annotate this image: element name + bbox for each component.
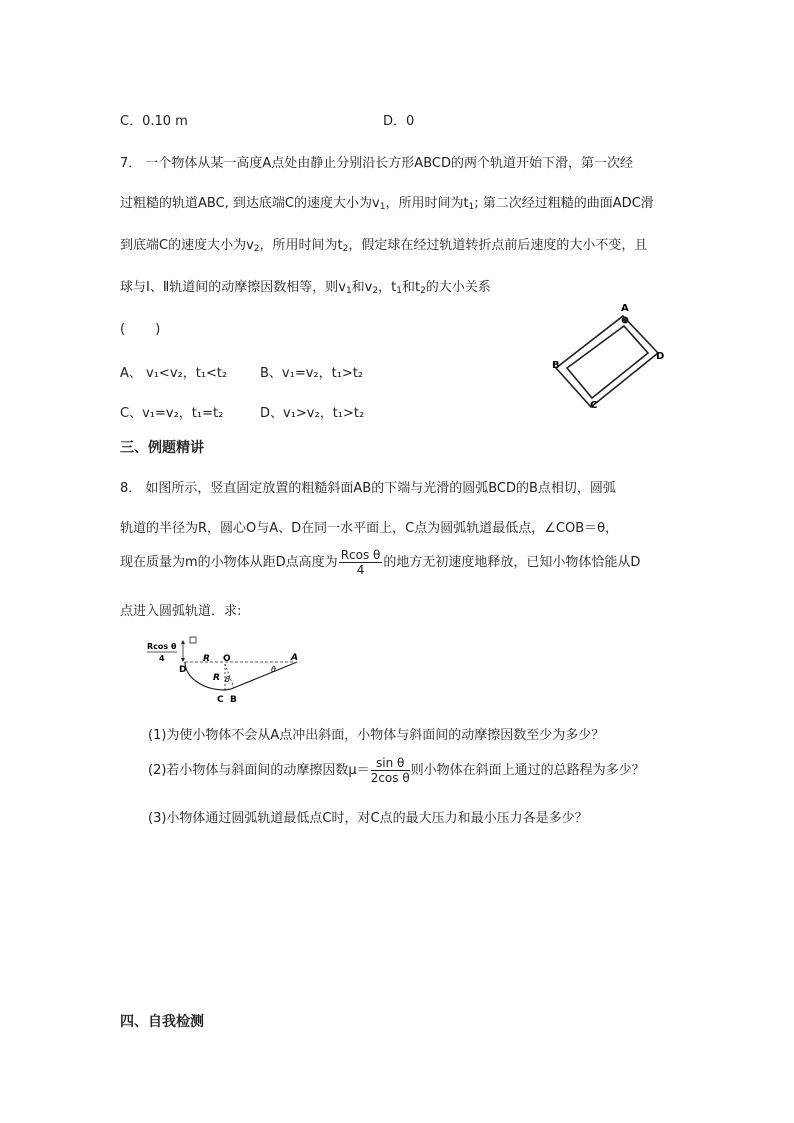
height-label-num: Rcos θ [147, 642, 177, 651]
q7-answer-bracket: ( ) [120, 322, 161, 337]
q7-line4: 球与Ⅰ、Ⅱ轨道间的动摩擦因数相等，则$v_1$和$v_2$，$t_1$和$t_2$的大小关系 [120, 280, 491, 296]
q7-line3: 到底端C的速度大小为$v_2$，所用时间为$t_2$，假定球在经过轨道转折点前后速度的大小不变，且 [120, 238, 648, 254]
small-object [190, 637, 196, 643]
q7-option-b: B、v₁=v₂，t₁>t₂ [260, 366, 364, 381]
q7-track-figure [550, 300, 680, 415]
q6-option-c: C．0.10 m [120, 114, 188, 129]
height-label-den: 4 [159, 654, 165, 663]
q8-line2: 轨道的半径为R，圆心O与A、D在同一水平面上，C点为圆弧轨道最低点，∠COB＝θ， [120, 521, 619, 536]
q6-option-d: D．0 [383, 114, 415, 129]
incline-ab [231, 662, 297, 689]
q7-line2: 过粗糙的轨道ABC, 到达底端C的速度大小为$v_1$，所用时间为$t_1$; 第二次经过粗糙的曲面ADC滑 [120, 196, 654, 212]
label-b: B [552, 360, 560, 371]
ball-at-a [622, 317, 629, 324]
label-a: A [621, 303, 629, 314]
label-c: C [217, 695, 224, 705]
q7-option-d: D、v₁>v₂，t₁>t₂ [260, 406, 365, 421]
track-inner [567, 326, 648, 398]
section4-title: 四、自我检测 [120, 1014, 204, 1030]
q8-subquestion-2: (2)若小物体与斜面间的动摩擦因数μ＝ $\frac{\text{sin θ}}{\text{2cos θ}}$ 则小物体在斜面上通过的总路程为多少？ [148, 756, 645, 785]
q7-option-a: A、 v₁<v₂，t₁<t₂ [120, 366, 228, 381]
q8-mu-fraction: $\frac{\text{sin θ}}{\text{2cos θ}}$ [370, 756, 410, 785]
label-r1: R [203, 654, 210, 664]
q7-option-c: C、v₁=v₂，t₁=t₂ [120, 406, 224, 421]
label-d: D [179, 665, 187, 675]
label-o: O [223, 654, 231, 664]
q8-incline-arc-figure [145, 634, 305, 706]
q8-line3: 现在质量为m的小物体从距D点高度为 $\frac{\text{Rcos θ}}{4}$ 的地方无初速度地释放，已知小物体恰能从D [120, 548, 641, 577]
label-theta-cob: θ [225, 675, 230, 684]
q7-line1: 7． 一个物体从某一高度A点处由静止分别沿长方形ABCD的两个轨道开始下滑，第一次经 [120, 156, 633, 171]
section3-title: 三、例题精讲 [120, 440, 204, 456]
q8-subquestion-1: (1)为使小物体不会从A点冲出斜面，小物体与斜面间的动摩擦因数至少为多少？ [148, 728, 605, 743]
label-d: D [656, 351, 665, 362]
q8-height-fraction: $\frac{\text{Rcos θ}}{4}$ [340, 548, 381, 577]
q8-line1: 8． 如图所示，竖直固定放置的粗糙斜面AB的下端与光滑的圆弧BCD的B点相切，圆弧 [120, 481, 616, 496]
q8-subquestion-3: (3)小物体通过圆弧轨道最低点C时，对C点的最大压力和最小压力各是多少？ [148, 811, 588, 826]
q8-line4: 点进入圆弧轨道．求: [120, 604, 242, 619]
label-b: B [230, 695, 237, 705]
label-c: C [590, 400, 598, 411]
label-a: A [291, 653, 298, 663]
label-theta-incline: θ [271, 665, 276, 674]
track-outer [556, 316, 658, 407]
label-r2: R [213, 673, 220, 683]
